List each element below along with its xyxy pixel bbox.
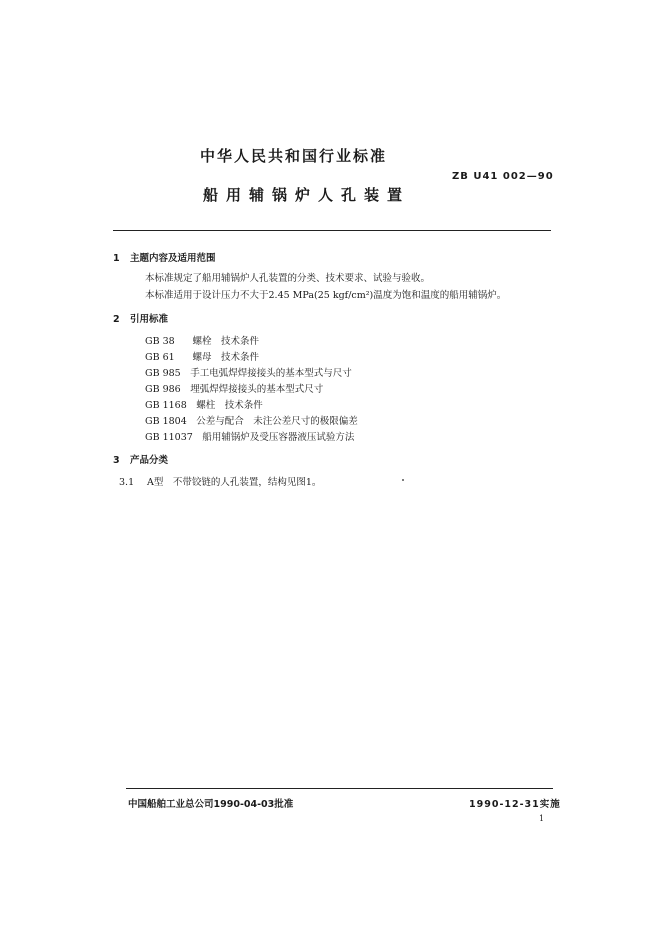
section-1-heading bbox=[113, 250, 216, 264]
reference-title: 埋弧焊焊接接头的基本型式尺寸 bbox=[190, 384, 324, 395]
reference-code: GB 38 bbox=[145, 336, 175, 347]
reference-item bbox=[145, 413, 358, 427]
section-title: 引用标准 bbox=[130, 314, 169, 325]
section-2-heading bbox=[113, 311, 168, 325]
clause-3-1 bbox=[119, 474, 321, 488]
reference-code: GB 985 bbox=[145, 368, 181, 379]
reference-code: GB 61 bbox=[145, 352, 175, 363]
standard-type-heading: 中华人民共和国行业标准 bbox=[200, 147, 388, 165]
section-title: 主题内容及适用范围 bbox=[130, 253, 216, 264]
section-3-heading bbox=[113, 452, 168, 466]
reference-item bbox=[145, 429, 354, 443]
footer-divider bbox=[126, 788, 553, 789]
header-divider bbox=[113, 230, 551, 231]
section-1-paragraph: 本标准规定了船用辅锅炉人孔装置的分类、技术要求、试验与验收。 bbox=[145, 273, 431, 284]
reference-item bbox=[145, 349, 259, 363]
reference-title: 螺母 技术条件 bbox=[192, 352, 260, 363]
clause-number: 3.1 bbox=[119, 477, 135, 488]
page-number: 1 bbox=[539, 814, 545, 823]
implementation-date: 1990-12-31实施 bbox=[469, 799, 561, 810]
reference-title: 螺柱 技术条件 bbox=[196, 400, 263, 411]
reference-title: 手工电弧焊焊接接头的基本型式与尺寸 bbox=[190, 368, 352, 379]
section-title: 产品分类 bbox=[130, 455, 169, 466]
approval-statement: 中国船舶工业总公司1990-04-03批准 bbox=[128, 799, 294, 810]
section-number: 3 bbox=[113, 455, 120, 466]
standard-number: ZB U41 002—90 bbox=[452, 171, 554, 182]
scan-speck bbox=[402, 479, 404, 481]
reference-title: 船用辅锅炉及受压容器液压试验方法 bbox=[202, 432, 355, 443]
reference-code: GB 11037 bbox=[145, 432, 193, 443]
section-1-paragraph: 本标准适用于设计压力不大于2.45 MPa(25 kgf/cm²)温度为饱和温度的船用辅锅炉。 bbox=[145, 290, 507, 301]
section-number: 2 bbox=[113, 314, 120, 325]
reference-code: GB 1168 bbox=[145, 400, 187, 411]
reference-item bbox=[145, 381, 323, 395]
reference-code: GB 1804 bbox=[145, 416, 187, 427]
reference-code: GB 986 bbox=[145, 384, 181, 395]
reference-title: 螺栓 技术条件 bbox=[192, 336, 260, 347]
section-number: 1 bbox=[113, 253, 120, 264]
reference-item bbox=[145, 365, 352, 379]
reference-item bbox=[145, 397, 263, 411]
clause-text: A型 不带铰链的人孔装置，结构见图1。 bbox=[147, 477, 322, 488]
document-title: 船用辅锅炉人孔装置 bbox=[203, 186, 411, 204]
reference-item bbox=[145, 333, 259, 347]
reference-title: 公差与配合 未注公差尺寸的极限偏差 bbox=[196, 416, 358, 427]
